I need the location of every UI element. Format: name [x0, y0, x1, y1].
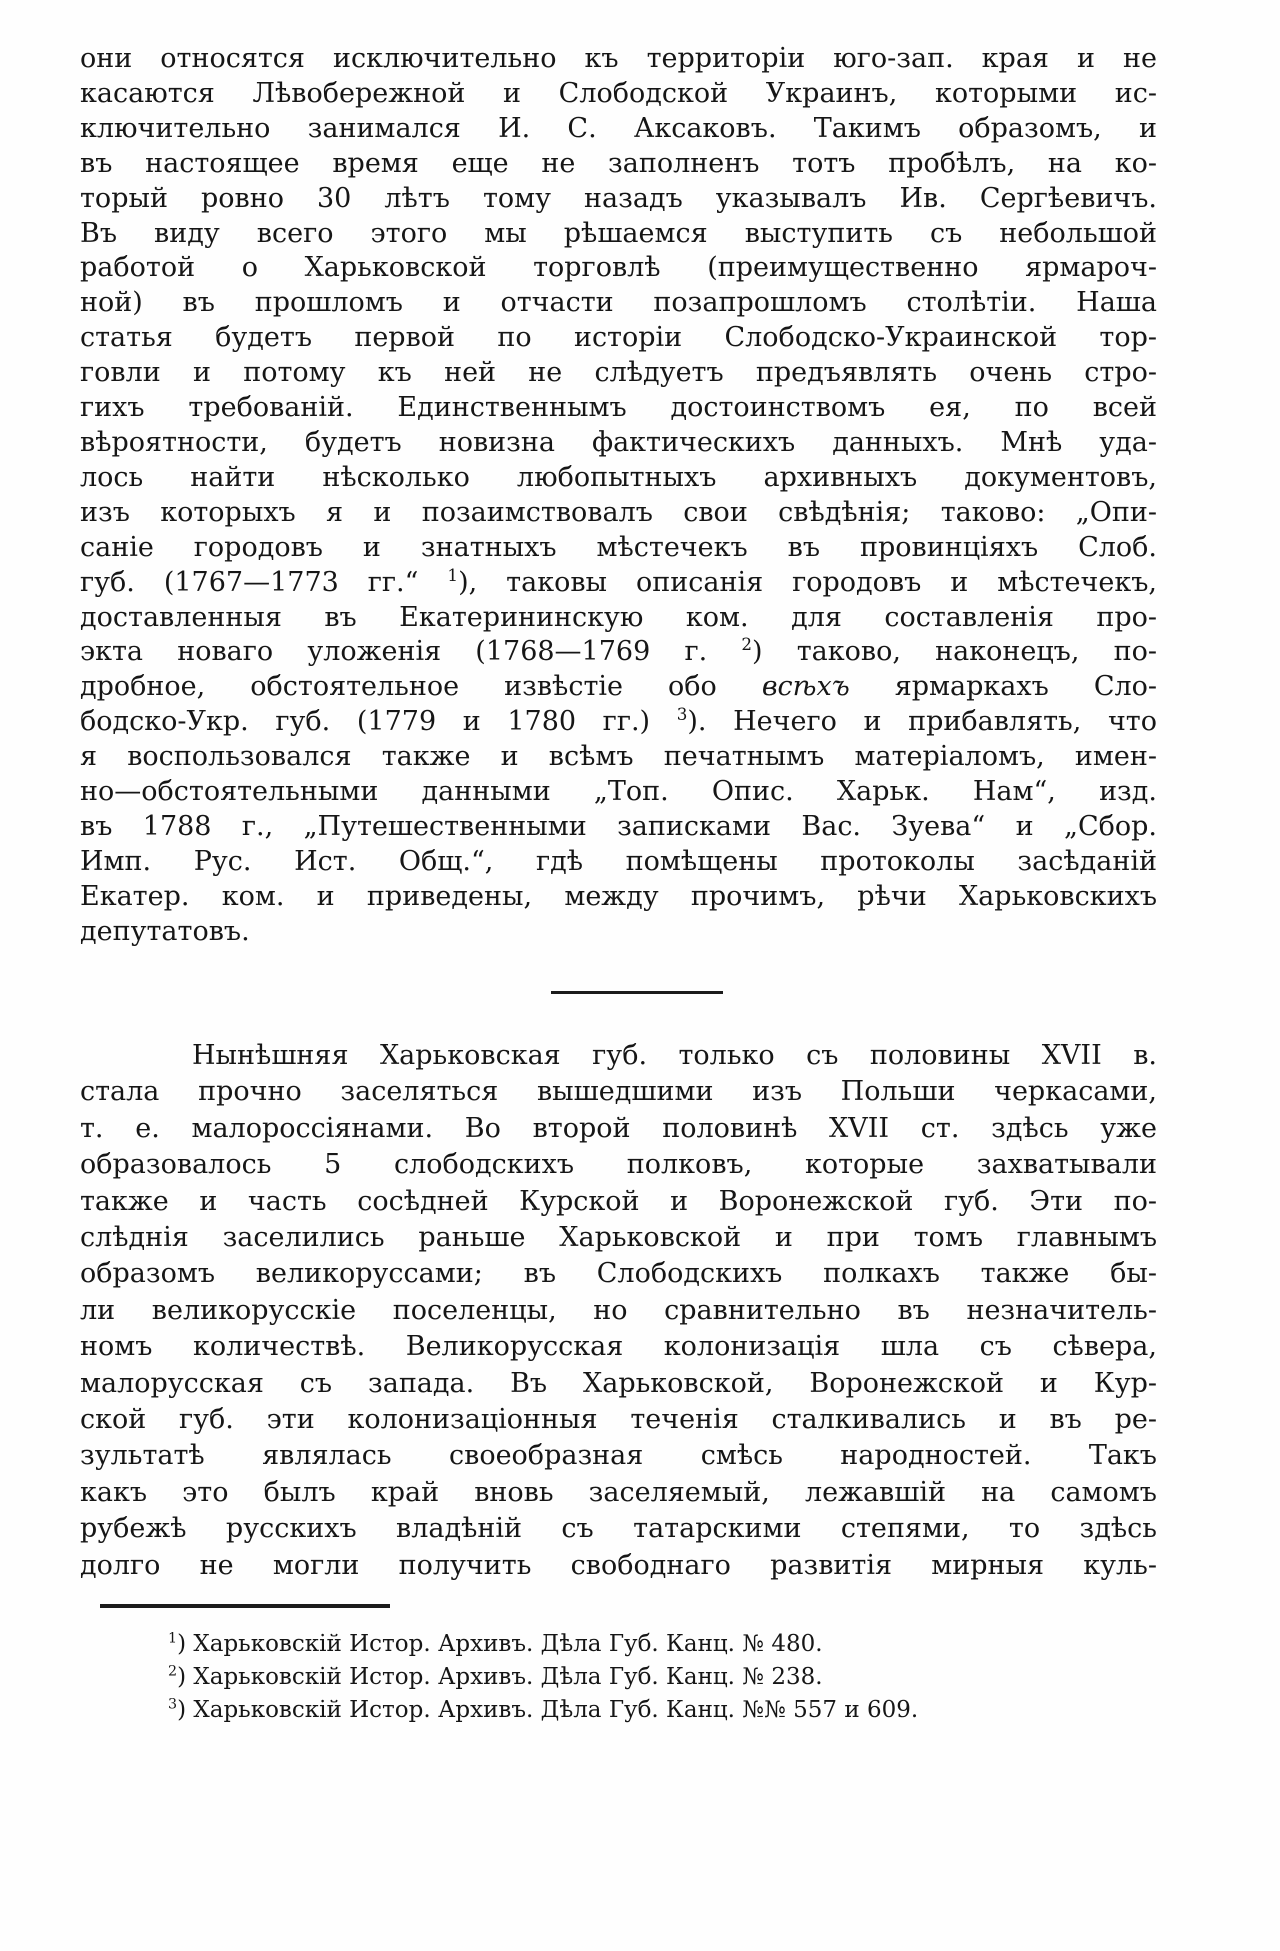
text-line: ли великорусскіе поселенцы, но сравнительно въ незначитель- — [80, 1294, 1157, 1326]
text-line: доставленныя въ Екатерининскую ком. для составленія про- — [80, 601, 1157, 633]
text-line: слѣднія заселились раньше Харьковской и при томъ главнымъ — [80, 1222, 1157, 1254]
text-line: т. е. малороссіянами. Во второй половинѣ XVII ст. здѣсь уже — [80, 1112, 1157, 1144]
text-line: гихъ требованій. Единственнымъ достоинствомъ ея, по всей — [80, 392, 1157, 424]
section-divider-rule — [551, 991, 723, 994]
text-segment: экта новаго уложенія (1768—1769 г. — [80, 636, 742, 668]
emphasized-text: всѣхъ — [761, 671, 850, 703]
text-segment: ), таковы описанія городовъ и мѣстечекъ, — [458, 566, 1157, 598]
text-line: говли и потому къ ней не слѣдуетъ предъявлять очень стро- — [80, 357, 1157, 389]
text-line: малорусская съ запада. Въ Харьковской, Воронежской и Кур- — [80, 1367, 1157, 1399]
text-line: долго не могли получить свободнаго развитія мирныя куль- — [80, 1549, 1157, 1581]
text-segment: ). Нечего и прибавлять, что — [687, 706, 1157, 738]
text-segment: бодско-Укр. губ. (1779 и 1780 гг.) — [80, 706, 677, 738]
text-line: Имп. Рус. Ист. Общ.“, гдѣ помѣщены протоколы засѣданій — [80, 845, 1157, 877]
text-line: зультатѣ являлась своеобразная смѣсь народностей. Такъ — [80, 1440, 1157, 1472]
text-line: я воспользовался также и всѣмъ печатнымъ матеріаломъ, имен- — [80, 741, 1157, 773]
text-line: вѣроятности, будетъ новизна фактическихъ данныхъ. Мнѣ уда- — [80, 426, 1157, 458]
text-line: но—обстоятельными данными „Топ. Опис. Харьк. Нам“, изд. — [80, 776, 1157, 808]
text-line — [80, 566, 1157, 601]
footnote-item: $^2$) Харьковскій Истор. Архивъ. Дѣла Губ. Канц. № 238. — [168, 1663, 823, 1690]
text-line: статья будетъ первой по исторіи Слободско-Украинской тор- — [80, 322, 1157, 354]
text-line — [80, 705, 1157, 740]
text-line: Въ виду всего этого мы рѣшаемся выступить съ небольшой — [80, 217, 1157, 249]
text-line: Нынѣшняя Харьковская губ. только съ половины XVII в. — [192, 1040, 1157, 1071]
text-line: торый ровно 30 лѣтъ тому назадъ указывалъ Ив. Сергѣевичъ. — [80, 182, 1157, 214]
text-line: въ настоящее время еще не заполненъ тотъ пробѣлъ, на ко- — [80, 147, 1157, 179]
text-segment: ) таково, наконецъ, по- — [752, 636, 1157, 668]
text-segment: губ. (1767—1773 гг.“ — [80, 566, 448, 598]
text-line: стала прочно заселяться вышедшими изъ Польши черкасами, — [80, 1076, 1157, 1108]
text-line: лось найти нѣсколько любопытныхъ архивныхъ документовъ, — [80, 461, 1157, 493]
footnote-item: $^3$) Харьковскій Истор. Архивъ. Дѣла Губ. Канц. №№ 557 и 609. — [168, 1696, 919, 1723]
footnote-reference: 1 — [447, 564, 459, 585]
text-line: въ 1788 г., „Путешественными записками Вас. Зуева“ и „Сбор. — [80, 810, 1157, 842]
text-line: ключительно занимался И. С. Аксаковъ. Такимъ образомъ, и — [80, 112, 1157, 144]
text-segment: ярмаркахъ Сло- — [849, 671, 1158, 703]
footnote-item: $^1$) Харьковскій Истор. Архивъ. Дѣла Губ. Канц. № 480. — [168, 1630, 823, 1657]
text-line: ной) въ прошломъ и отчасти позапрошломъ столѣтіи. Наша — [80, 287, 1157, 319]
text-line: образовалось 5 слободскихъ полковъ, которые захватывали — [80, 1149, 1157, 1181]
footnote-separator-rule — [100, 1604, 390, 1608]
text-line: депутатовъ. — [80, 915, 250, 947]
text-line: номъ количествѣ. Великорусская колонизація шла съ сѣвера, — [80, 1331, 1157, 1363]
text-segment: дробное, обстоятельное извѣстіе обо — [80, 671, 762, 703]
footnote-marker: 2 — [168, 1663, 178, 1680]
text-line: ской губ. эти колонизаціонныя теченія сталкивались и въ ре- — [80, 1404, 1157, 1436]
text-line: они относятся исключительно къ территоріи юго-зап. края и не — [80, 43, 1157, 74]
text-line — [80, 635, 1157, 670]
footnote-marker: 3 — [168, 1696, 178, 1713]
paragraph-opening — [80, 42, 1157, 950]
text-line: касаются Лѣвобережной и Слободской Украинъ, которыми ис- — [80, 77, 1157, 109]
footnotes-block — [168, 1628, 1068, 1727]
text-line: рубежѣ русскихъ владѣній съ татарскими степями, то здѣсь — [80, 1513, 1157, 1545]
text-line — [80, 670, 1157, 705]
text-line: работой о Харьковской торговлѣ (преимущественно ярмароч- — [80, 252, 1157, 284]
text-line: также и часть сосѣдней Курской и Воронежской губ. Эти по- — [80, 1185, 1157, 1217]
text-line: какъ это былъ край вновь заселяемый, лежавшій на самомъ — [80, 1476, 1157, 1508]
text-line: образомъ великоруссами; въ Слободскихъ полкахъ также бы- — [80, 1258, 1157, 1290]
footnote-reference: 2 — [741, 634, 753, 655]
text-line: саніе городовъ и знатныхъ мѣстечекъ въ провинціяхъ Слоб. — [80, 531, 1157, 563]
paragraph-settlement-history — [80, 1038, 1157, 1584]
text-line: Екатер. ком. и приведены, между прочимъ, рѣчи Харьковскихъ — [80, 880, 1157, 912]
text-line: изъ которыхъ я и позаимствовалъ свои свѣдѣнія; таково: „Опи- — [80, 496, 1157, 528]
footnote-marker: 1 — [168, 1630, 178, 1647]
footnote-reference: 3 — [676, 704, 688, 725]
